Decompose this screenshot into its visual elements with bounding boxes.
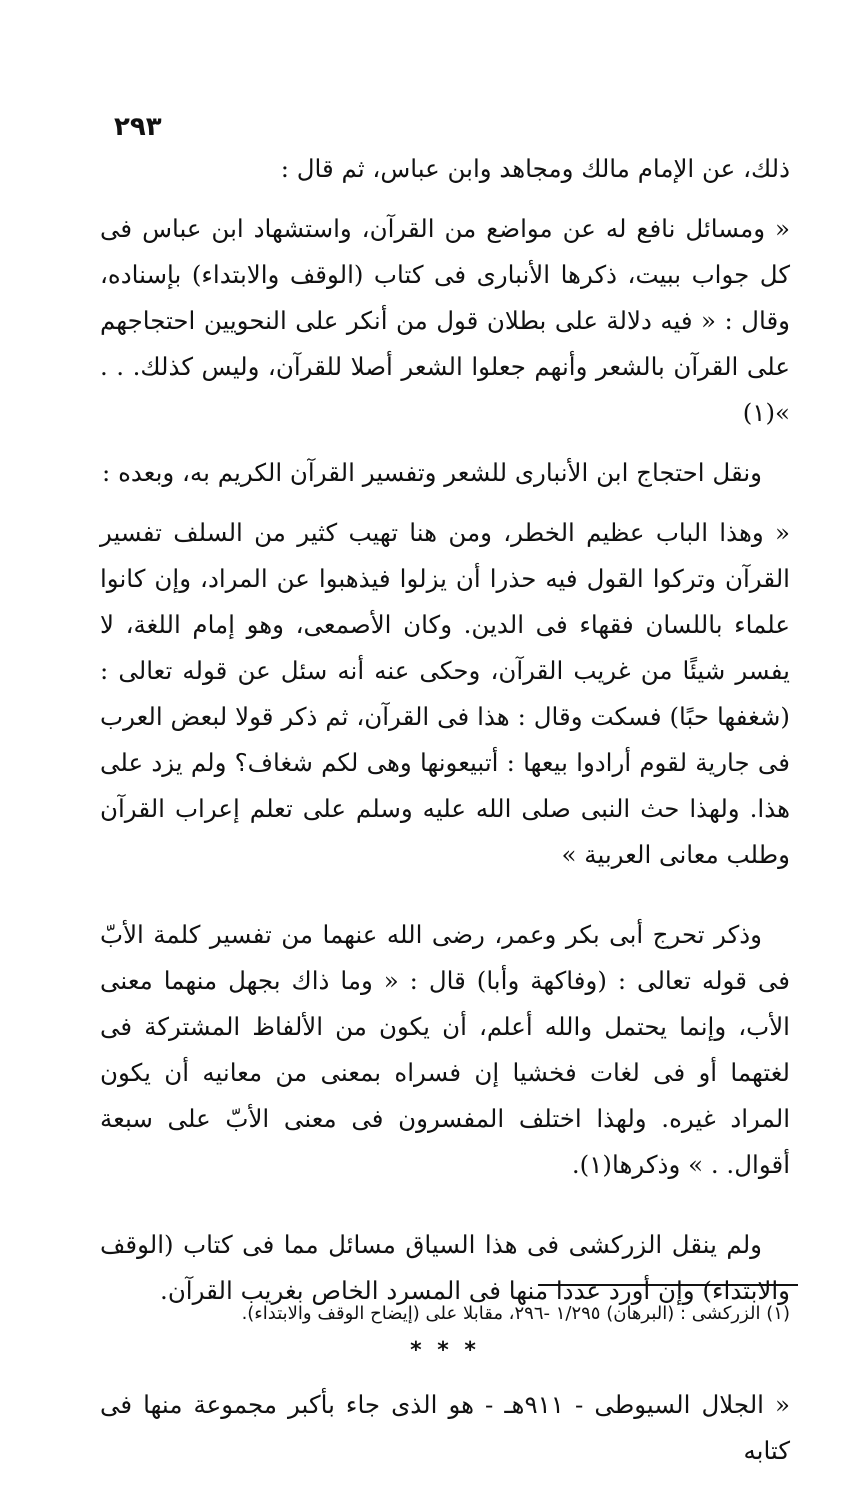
paragraph-zarkashi: ولم ينقل الزركشى فى هذا السياق مسائل مما فى كتاب (الوقف والابتداء) وإن أورد عددا منها فى المسرد الخاص بغريب القرآن.: [100, 1230, 790, 1305]
page-number: ٢٩٣: [114, 112, 162, 142]
paragraph-quote-nafi: « ومسائل نافع له عن مواضع من القرآن، واستشهاد ابن عباس فى كل جواب ببيت، ذكرها الأنبارى فى كتاب (الوقف والابتداء) بإسناده، وقال : « فيه دلالة على بطلان قول من أنكر على النحويين احتجاجهم على القرآن بالشعر وأنهم جعلوا الشعر أصلا للقرآن، وليس كذلك. . . »(١): [100, 214, 790, 427]
paragraph-suyuti: « الجلال السيوطى - ٩١١هـ - هو الذى جاء بأكبر مجموعة منها فى كتابه: [100, 1390, 790, 1465]
paragraph-anbari-poetry: ونقل احتجاج ابن الأنبارى للشعر وتفسير القرآن الكريم به، وبعده :: [102, 458, 762, 487]
footnote: (١) الزركشى : (البرهان) ١/٢٩٥ -٢٩٦، مقابلا على (إيضاح الوقف والابتداء).: [241, 1303, 790, 1324]
paragraph-quote-asmai: « وهذا الباب عظيم الخطر، ومن هنا تهيب كثير من السلف تفسير القرآن وتركوا القول فيه حذرا أن يزلوا فيذهبوا عن المراد، وإن كانوا علماء باللسان فقهاء فى الدين. وكان الأصمعى، وهو إمام اللغة، لا يفسر شيئًا من غريب القرآن، وحكى عنه أنه سئل عن قوله تعالى : (شغفها حبًا) فسكت وقال : هذا فى القرآن، ثم ذكر قولا لبعض العرب فى جارية لقوم أرادوا بيعها : أتبيعونها وهى لكم شغاف؟ ولم يزد على هذا. ولهذا حث النبى صلى الله عليه وسلم على تعلم إعراب القرآن وطلب معانى العربية »: [100, 518, 790, 869]
footnote-divider: [538, 1284, 798, 1286]
paragraph-intro: ذلك، عن الإمام مالك ومجاهد وابن عباس، ثم قال :: [280, 154, 790, 183]
page-body: [100, 146, 790, 1488]
paragraph-abu-bakr-umar: وذكر تحرج أبى بكر وعمر، رضى الله عنهما من تفسير كلمة الأبّ فى قوله تعالى : (وفاكهة وأبا) قال : « وما ذاك بجهل منهما معنى الأب، وإنما يحتمل والله أعلم، أن يكون من الألفاظ المشتركة فى لغتهما أو فى لغات فخشيا إن فسراه بمعنى من معانيه أن يكون المراد غيره. ولهذا اختلف المفسرون فى معنى الأبّ على سبعة أقوال. . » وذكرها(١).: [100, 920, 790, 1179]
section-separator: * * *: [410, 1338, 480, 1363]
